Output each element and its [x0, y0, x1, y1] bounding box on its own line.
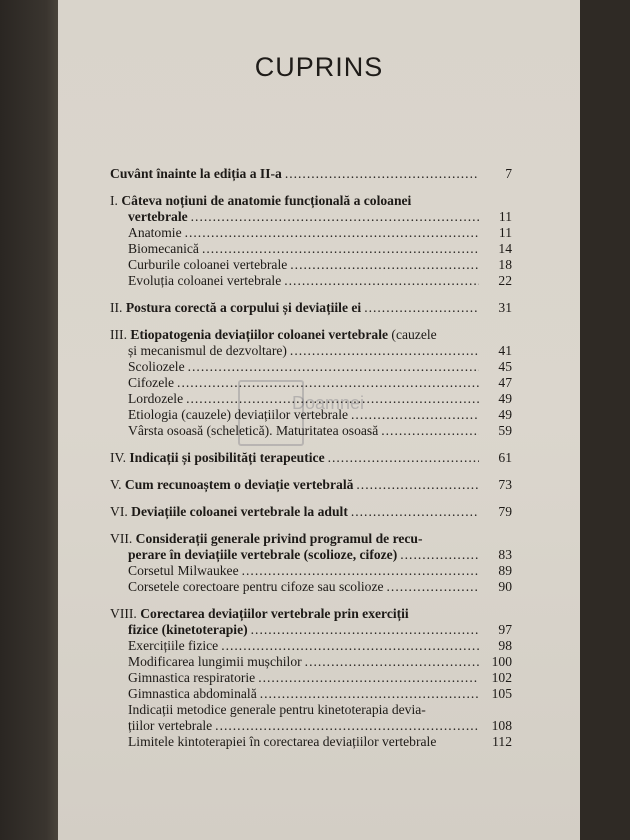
toc-page-number: 108: [491, 718, 512, 733]
toc-page-number: 11: [498, 225, 512, 240]
toc-section-ch1: [110, 193, 512, 289]
toc-page-number: 97: [498, 622, 512, 637]
toc-entry[interactable]: [110, 531, 512, 547]
toc-entry-title: Indicații și posibilități terapeutice: [129, 450, 325, 465]
toc-leader-dots: [202, 241, 479, 257]
watermark-text: Doamnei: [292, 393, 365, 413]
toc-chapter-number: IV.: [110, 450, 130, 465]
toc-leader-dots: [215, 718, 479, 734]
toc-entry-title: vertebrale: [128, 209, 188, 224]
toc-entry[interactable]: [110, 327, 512, 343]
toc-page-number: 7: [505, 166, 512, 181]
toc-leader-dots: [258, 670, 479, 686]
toc-entry-title: Cum recunoaștem o deviație vertebrală: [124, 477, 354, 492]
toc-entry[interactable]: [110, 300, 512, 316]
toc-entry[interactable]: [110, 241, 512, 257]
toc-entry-title: Biomecanică: [128, 241, 199, 256]
toc-entry[interactable]: [110, 257, 512, 273]
toc-page-number: 102: [491, 670, 512, 685]
table-of-contents: [110, 166, 512, 761]
toc-entry[interactable]: [110, 686, 512, 702]
toc-chapter-number: II.: [110, 300, 126, 315]
toc-section-ch5: [110, 477, 512, 493]
toc-entry[interactable]: [110, 375, 512, 391]
toc-entry-title: Corsetul Milwaukee: [128, 563, 239, 578]
toc-leader-dots: [364, 300, 479, 316]
toc-entry[interactable]: [110, 166, 512, 182]
toc-leader-dots: [356, 477, 479, 493]
toc-leader-dots: [188, 359, 479, 375]
toc-section-ch7: [110, 531, 512, 595]
toc-entry[interactable]: [110, 702, 512, 718]
toc-entry-title: Cuvânt înainte la ediția a II-a: [110, 166, 282, 181]
toc-entry[interactable]: [110, 407, 512, 423]
toc-entry-title: Lordozele: [128, 391, 184, 406]
toc-page-number: 18: [498, 257, 512, 272]
toc-entry-title: Anatomie: [128, 225, 182, 240]
toc-entry-title: Scoliozele: [128, 359, 185, 374]
toc-page-number: 22: [498, 273, 512, 288]
toc-page-number: 49: [498, 391, 512, 406]
toc-entry[interactable]: [110, 343, 512, 359]
toc-chapter-number: VIII.: [110, 606, 141, 621]
toc-entry[interactable]: [110, 638, 512, 654]
toc-leader-dots: [351, 407, 479, 423]
toc-leader-dots: [328, 450, 479, 466]
toc-section-ch3: [110, 327, 512, 439]
background-edge: [580, 0, 630, 840]
toc-entry-title: Postura corectă a corpului și deviațiile ei: [125, 300, 362, 315]
toc-leader-dots: [221, 638, 479, 654]
toc-entry-title-tail: (cauzele: [388, 327, 437, 342]
toc-entry-title: Vârsta osoasă (scheletică). Maturitatea osoasă: [128, 423, 379, 438]
toc-page-number: 73: [498, 477, 512, 492]
toc-page-number: 47: [498, 375, 512, 390]
toc-entry-title: Cifozele: [128, 375, 175, 390]
toc-section-preface: [110, 166, 512, 182]
toc-chapter-number: V.: [110, 477, 125, 492]
toc-leader-dots: [242, 563, 479, 579]
toc-page-number: 45: [498, 359, 512, 374]
toc-chapter-number: III.: [110, 327, 131, 342]
toc-entry-title: Corsetele corectoare pentru cifoze sau scolioze: [128, 579, 384, 594]
toc-entry-title: Etiologia (cauzele) deviațiilor vertebrale: [128, 407, 349, 422]
toc-page-number: 100: [491, 654, 512, 669]
toc-entry[interactable]: [110, 547, 512, 563]
toc-section-ch6: [110, 504, 512, 520]
toc-entry-title: Modificarea lungimii mușchilor: [128, 654, 302, 669]
toc-page-number: 83: [498, 547, 512, 562]
toc-entry[interactable]: [110, 209, 512, 225]
toc-entry-title: Corectarea deviațiilor vertebrale prin exerciții: [140, 606, 409, 621]
toc-entry[interactable]: [110, 718, 512, 734]
toc-page-number: 112: [492, 734, 512, 749]
toc-entry-title: Deviațiile coloanei vertebrale la adult: [131, 504, 348, 519]
toc-entry-title: și mecanismul de dezvoltare): [128, 343, 287, 358]
toc-entry[interactable]: [110, 606, 512, 622]
toc-leader-dots: [387, 579, 479, 595]
toc-entry-title: Evoluția coloanei vertebrale: [128, 273, 282, 288]
toc-leader-dots: [351, 504, 479, 520]
toc-page-number: 11: [498, 209, 512, 224]
toc-entry[interactable]: [110, 477, 512, 493]
toc-entry-title: Gimnastica respiratorie: [128, 670, 256, 685]
toc-entry[interactable]: [110, 225, 512, 241]
toc-entry[interactable]: [110, 670, 512, 686]
toc-leader-dots: [400, 547, 479, 563]
book-gutter: [0, 0, 58, 840]
toc-entry[interactable]: [110, 423, 512, 439]
toc-page-number: 41: [498, 343, 512, 358]
toc-leader-dots: [285, 166, 479, 182]
toc-chapter-number: I.: [110, 193, 122, 208]
toc-chapter-number: VI.: [110, 504, 132, 519]
toc-leader-dots: [290, 343, 479, 359]
toc-entry-title: Indicații metodice generale pentru kinetoterapia devia-: [128, 702, 426, 717]
toc-entry-title: Exercițiile fizice: [128, 638, 219, 653]
page-title: CUPRINS: [254, 52, 384, 82]
toc-page-number: 31: [498, 300, 512, 315]
toc-page-number: 89: [498, 563, 512, 578]
toc-entry-title: perare în deviațiile vertebrale (scolioze, cifoze): [128, 547, 398, 562]
toc-entry[interactable]: [110, 622, 512, 638]
toc-entry[interactable]: [110, 563, 512, 579]
toc-leader-dots: [260, 686, 479, 702]
toc-entry[interactable]: [110, 504, 512, 520]
toc-entry[interactable]: [110, 654, 512, 670]
toc-leader-dots: [191, 209, 479, 225]
toc-entry-title: Etiopatogenia deviațiilor coloanei vertebrale: [130, 327, 389, 342]
toc-chapter-number: VII.: [110, 531, 136, 546]
toc-entry[interactable]: [110, 734, 512, 750]
toc-entry[interactable]: [110, 391, 512, 407]
toc-leader-dots: [381, 423, 479, 439]
toc-leader-dots: [284, 273, 479, 289]
toc-entry-title: Curburile coloanei vertebrale: [128, 257, 288, 272]
toc-entry[interactable]: [110, 579, 512, 595]
toc-section-ch2: [110, 300, 512, 316]
toc-entry[interactable]: [110, 193, 512, 209]
toc-leader-dots: [251, 622, 479, 638]
toc-entry-title: Considerații generale privind programul de recu-: [135, 531, 423, 546]
toc-page-number: 49: [498, 407, 512, 422]
toc-leader-dots: [185, 225, 479, 241]
toc-entry[interactable]: [110, 450, 512, 466]
toc-page-number: 79: [498, 504, 512, 519]
toc-page-number: 61: [498, 450, 512, 465]
toc-leader-dots: [177, 375, 479, 391]
toc-entry[interactable]: [110, 273, 512, 289]
toc-section-ch4: [110, 450, 512, 466]
toc-entry[interactable]: [110, 359, 512, 375]
toc-leader-dots: [290, 257, 479, 273]
toc-page-number: 59: [498, 423, 512, 438]
toc-section-ch8: [110, 606, 512, 750]
toc-entry-title: Gimnastica abdominală: [128, 686, 257, 701]
toc-leader-dots: [186, 391, 479, 407]
toc-page-number: 105: [491, 686, 512, 701]
toc-entry-title: Câteva noțiuni de anatomie funcțională a coloanei: [121, 193, 412, 208]
toc-leader-dots: [305, 654, 479, 670]
toc-page-number: 14: [498, 241, 512, 256]
toc-entry-title: Limitele kintoterapiei în corectarea deviațiilor vertebrale: [128, 734, 437, 749]
toc-page-number: 90: [498, 579, 512, 594]
toc-entry-title: țiilor vertebrale: [128, 718, 213, 733]
toc-page-number: 98: [498, 638, 512, 653]
toc-entry-title: fizice (kinetoterapie): [128, 622, 248, 637]
